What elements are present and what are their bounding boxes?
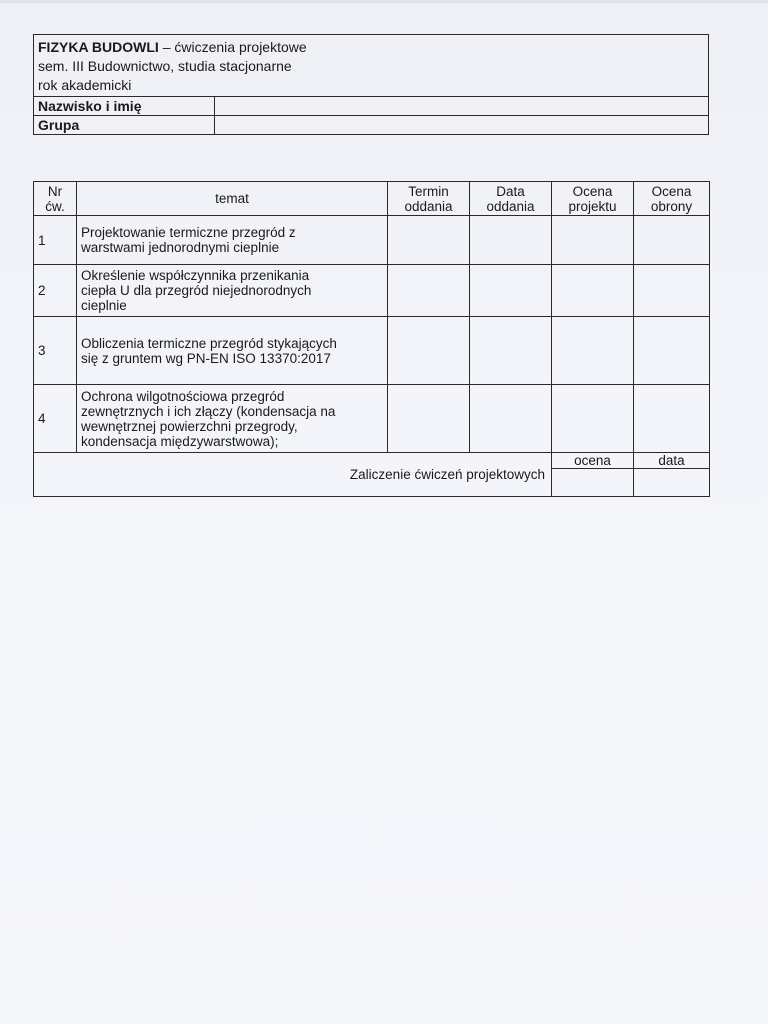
defense-grade-cell[interactable] — [634, 216, 710, 265]
final-credit-label: Zaliczenie ćwiczeń projektowych — [349, 467, 545, 482]
column-header-topic — [77, 182, 388, 216]
course-title-line — [38, 38, 704, 57]
exercise-topic — [77, 265, 388, 317]
column-header-line: temat — [215, 191, 249, 206]
submission-date-cell[interactable] — [470, 216, 552, 265]
column-header-line: Termin — [408, 183, 449, 199]
topic-line: Określenie współczynnika przenikania — [81, 268, 310, 283]
student-header-table — [33, 34, 709, 135]
topic-line: kondensacja międzywarstwowa); — [81, 433, 279, 449]
column-header-line: oddania — [404, 198, 453, 214]
defense-grade-cell[interactable] — [634, 317, 710, 385]
due-date-cell[interactable] — [388, 317, 470, 385]
exercise-number: 1 — [34, 216, 77, 265]
column-header-submission-date — [470, 182, 552, 216]
exercise-topic — [77, 216, 388, 265]
academic-year-line: rok akademicki — [38, 77, 132, 93]
exercises-table — [33, 181, 710, 497]
column-header-line: Ocena — [572, 183, 613, 199]
column-header-defense-grade — [634, 182, 710, 216]
exercise-number: 3 — [34, 317, 77, 385]
topic-line: warstwami jednorodnymi cieplnie — [81, 240, 280, 255]
column-header-line: oddania — [486, 198, 535, 214]
project-grade-cell[interactable] — [552, 317, 634, 385]
table-row — [34, 216, 710, 265]
final-date-label: data — [634, 453, 710, 469]
scan-edge — [0, 0, 768, 3]
topic-line: wewnętrznej powierzchni przegrody, — [81, 418, 298, 434]
exercise-number: 2 — [34, 265, 77, 317]
topic-line: Projektowanie termiczne przegród z — [81, 225, 296, 240]
topic-line: zewnętrznych i ich złączy (kondensacja na — [81, 403, 336, 419]
course-name: FIZYKA BUDOWLI — [38, 39, 159, 55]
course-info-cell — [34, 35, 709, 97]
exercise-topic — [77, 385, 388, 453]
exercise-number: 4 — [34, 385, 77, 453]
exercise-topic — [77, 317, 388, 385]
course-suffix: – ćwiczenia projektowe — [158, 39, 307, 55]
topic-line: cieplnie — [81, 298, 127, 313]
column-header-due-date — [388, 182, 470, 216]
due-date-cell[interactable] — [388, 216, 470, 265]
table-row — [34, 265, 710, 317]
defense-grade-cell[interactable] — [634, 385, 710, 453]
topic-line: ciepła U dla przegród niejednorodnych — [81, 283, 312, 298]
table-row — [34, 385, 710, 453]
column-header-line: Nr — [47, 183, 63, 199]
final-grade-field[interactable] — [552, 469, 634, 497]
group-label: Grupa — [34, 116, 215, 135]
column-header-line: Ocena — [651, 183, 692, 199]
table-header-row — [34, 182, 710, 216]
submission-date-cell[interactable] — [470, 385, 552, 453]
table-row — [34, 317, 710, 385]
semester-line: sem. III Budownictwo, studia stacjonarne — [38, 58, 292, 74]
group-field[interactable] — [214, 116, 708, 135]
project-grade-cell[interactable] — [552, 265, 634, 317]
defense-grade-cell[interactable] — [634, 265, 710, 317]
name-field[interactable] — [214, 97, 708, 116]
topic-line: Obliczenia termiczne przegród stykających — [81, 335, 337, 351]
topic-line: Ochrona wilgotnościowa przegród — [81, 388, 285, 404]
summary-row — [34, 453, 710, 469]
due-date-cell[interactable] — [388, 385, 470, 453]
column-header-line: obrony — [650, 198, 693, 214]
summary-label-cell — [34, 453, 552, 497]
due-date-cell[interactable] — [388, 265, 470, 317]
submission-date-cell[interactable] — [470, 265, 552, 317]
project-grade-cell[interactable] — [552, 385, 634, 453]
name-label: Nazwisko i imię — [34, 97, 215, 116]
final-grade-label: ocena — [552, 453, 634, 469]
column-header-nr — [34, 182, 77, 216]
project-grade-cell[interactable] — [552, 216, 634, 265]
topic-line: się z gruntem wg PN-EN ISO 13370:2017 — [81, 350, 331, 366]
column-header-line: ćw. — [45, 198, 65, 214]
final-date-field[interactable] — [634, 469, 710, 497]
column-header-line: Data — [496, 183, 525, 199]
column-header-line: projektu — [568, 198, 617, 214]
column-header-project-grade — [552, 182, 634, 216]
submission-date-cell[interactable] — [470, 317, 552, 385]
